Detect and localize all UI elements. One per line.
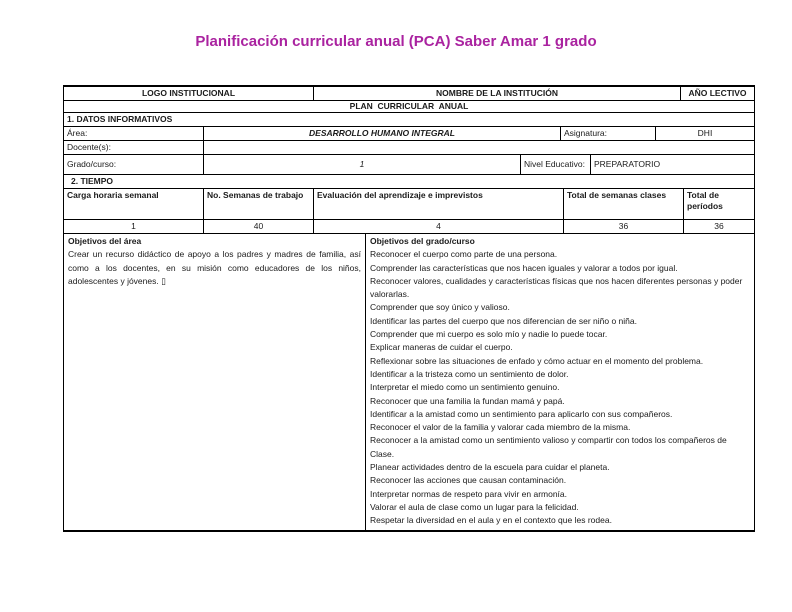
label-grado: Grado/curso: — [64, 155, 204, 174]
table-row-docente — [64, 141, 754, 155]
objective-item: Planear actividades dentro de la escuela para cuidar el planeta. — [370, 462, 610, 473]
objective-item: Identificar las partes del cuerpo que nos diferencian de ser niño o niña. — [370, 315, 637, 326]
col-evaluacion: Evaluación del aprendizaje e imprevistos — [314, 189, 564, 219]
objetivos-area-title: Objetivos del área — [68, 236, 142, 246]
objective-item: Identificar a la tristeza como un sentimiento de dolor. — [370, 368, 569, 379]
table-row-tiempo-title — [64, 175, 754, 189]
table-row-objetivos — [64, 234, 754, 530]
objetivos-grado-list — [370, 248, 750, 527]
objective-item: Reconocer las acciones que causan contaminación. — [370, 475, 567, 486]
objective-item: Explicar maneras de cuidar el cuerpo. — [370, 342, 513, 353]
table-row-plan — [64, 101, 754, 113]
table-row-tiempo-headers — [64, 189, 754, 220]
value-total-periodos: 36 — [714, 221, 724, 231]
cell-nombre-institucion: NOMBRE DE LA INSTITUCIÓN — [314, 87, 681, 100]
objective-item: Reconocer a la amistad como un sentimiento valioso y compartir con todos los compañeros de Clase. — [370, 435, 727, 459]
section-title-tiempo: 2. TIEMPO — [71, 176, 114, 186]
objective-item: Reconocer el cuerpo como parte de una persona. — [370, 249, 558, 260]
objective-item: Identificar a la amistad como un sentimiento para aplicarlo con sus compañeros. — [370, 408, 673, 419]
objective-item: Interpretar el miedo como un sentimiento genuino. — [370, 382, 560, 393]
cell-ano-lectivo: AÑO LECTIVO — [688, 88, 747, 98]
value-asignatura: DHI — [697, 128, 713, 138]
value-docente — [204, 141, 754, 154]
value-total-semanas: 36 — [564, 220, 684, 233]
objective-item: Comprender que mi cuerpo es solo mío y nadie lo puede tocar. — [370, 329, 608, 340]
objective-item: Reflexionar sobre las situaciones de enfado y cómo actuar en el momento del problema. — [370, 355, 704, 366]
value-nivel-educativo: PREPARATORIO — [594, 159, 661, 169]
objetivos-area-text: Crear un recurso didáctico de apoyo a los padres y madres de familia, así como a los docentes, en su misión como educadores de los niños, adolescentes y jóvenes. ▯ — [68, 249, 361, 286]
value-grado: 1 — [204, 155, 521, 174]
table-row-area — [64, 127, 754, 141]
label-nivel-educativo: Nivel Educativo: — [521, 155, 591, 174]
table-row-datos-title — [64, 113, 754, 127]
table-row-tiempo-values — [64, 220, 754, 234]
value-area: DESARROLLO HUMANO INTEGRAL — [204, 127, 561, 140]
table-row-header — [64, 87, 754, 101]
objetivos-area-cell — [64, 234, 366, 530]
label-docente: Docente(s): — [64, 141, 204, 154]
section-title-datos: 1. DATOS INFORMATIVOS — [67, 114, 173, 124]
objective-item: Valorar el aula de clase como un lugar para la felicidad. — [370, 501, 579, 512]
objective-item: Reconocer que una familia la fundan mamá y papá. — [370, 395, 565, 406]
page-title: Planificación curricular anual (PCA) Saber Amar 1 grado — [195, 33, 597, 50]
objective-item: Reconocer el valor de la familia y valorar cada miembro de la misma. — [370, 422, 631, 433]
value-carga-horaria: 1 — [64, 220, 204, 233]
label-asignatura: Asignatura: — [561, 127, 656, 140]
col-semanas-trabajo: No. Semanas de trabajo — [204, 189, 314, 219]
objective-item: Interpretar normas de respeto para vivir en armonía. — [370, 488, 568, 499]
objetivos-grado-cell — [366, 234, 754, 530]
label-area: Área: — [64, 127, 204, 140]
col-total-semanas: Total de semanas clases — [564, 189, 684, 219]
objective-item: Comprender que soy único y valioso. — [370, 302, 510, 313]
value-evaluacion: 4 — [314, 220, 564, 233]
objective-item: Reconocer valores, cualidades y características físicas que nos hacen diferentes personas y poder valorarlas. — [370, 275, 743, 300]
objective-item: Respetar la diversidad en el aula y en el contexto que les rodea. — [370, 515, 612, 526]
col-total-periodos: Total de períodos — [687, 190, 723, 211]
cell-logo-institucional: LOGO INSTITUCIONAL — [64, 87, 314, 100]
table-row-grado — [64, 155, 754, 175]
objetivos-grado-title: Objetivos del grado/curso — [370, 236, 475, 246]
value-semanas-trabajo: 40 — [204, 220, 314, 233]
col-carga-horaria: Carga horaria semanal — [64, 189, 204, 219]
pca-table — [63, 85, 755, 532]
objective-item: Comprender las características que nos hacen iguales y valorar a todos por igual. — [370, 262, 678, 273]
cell-plan-curricular: PLAN CURRICULAR ANUAL — [349, 101, 469, 111]
